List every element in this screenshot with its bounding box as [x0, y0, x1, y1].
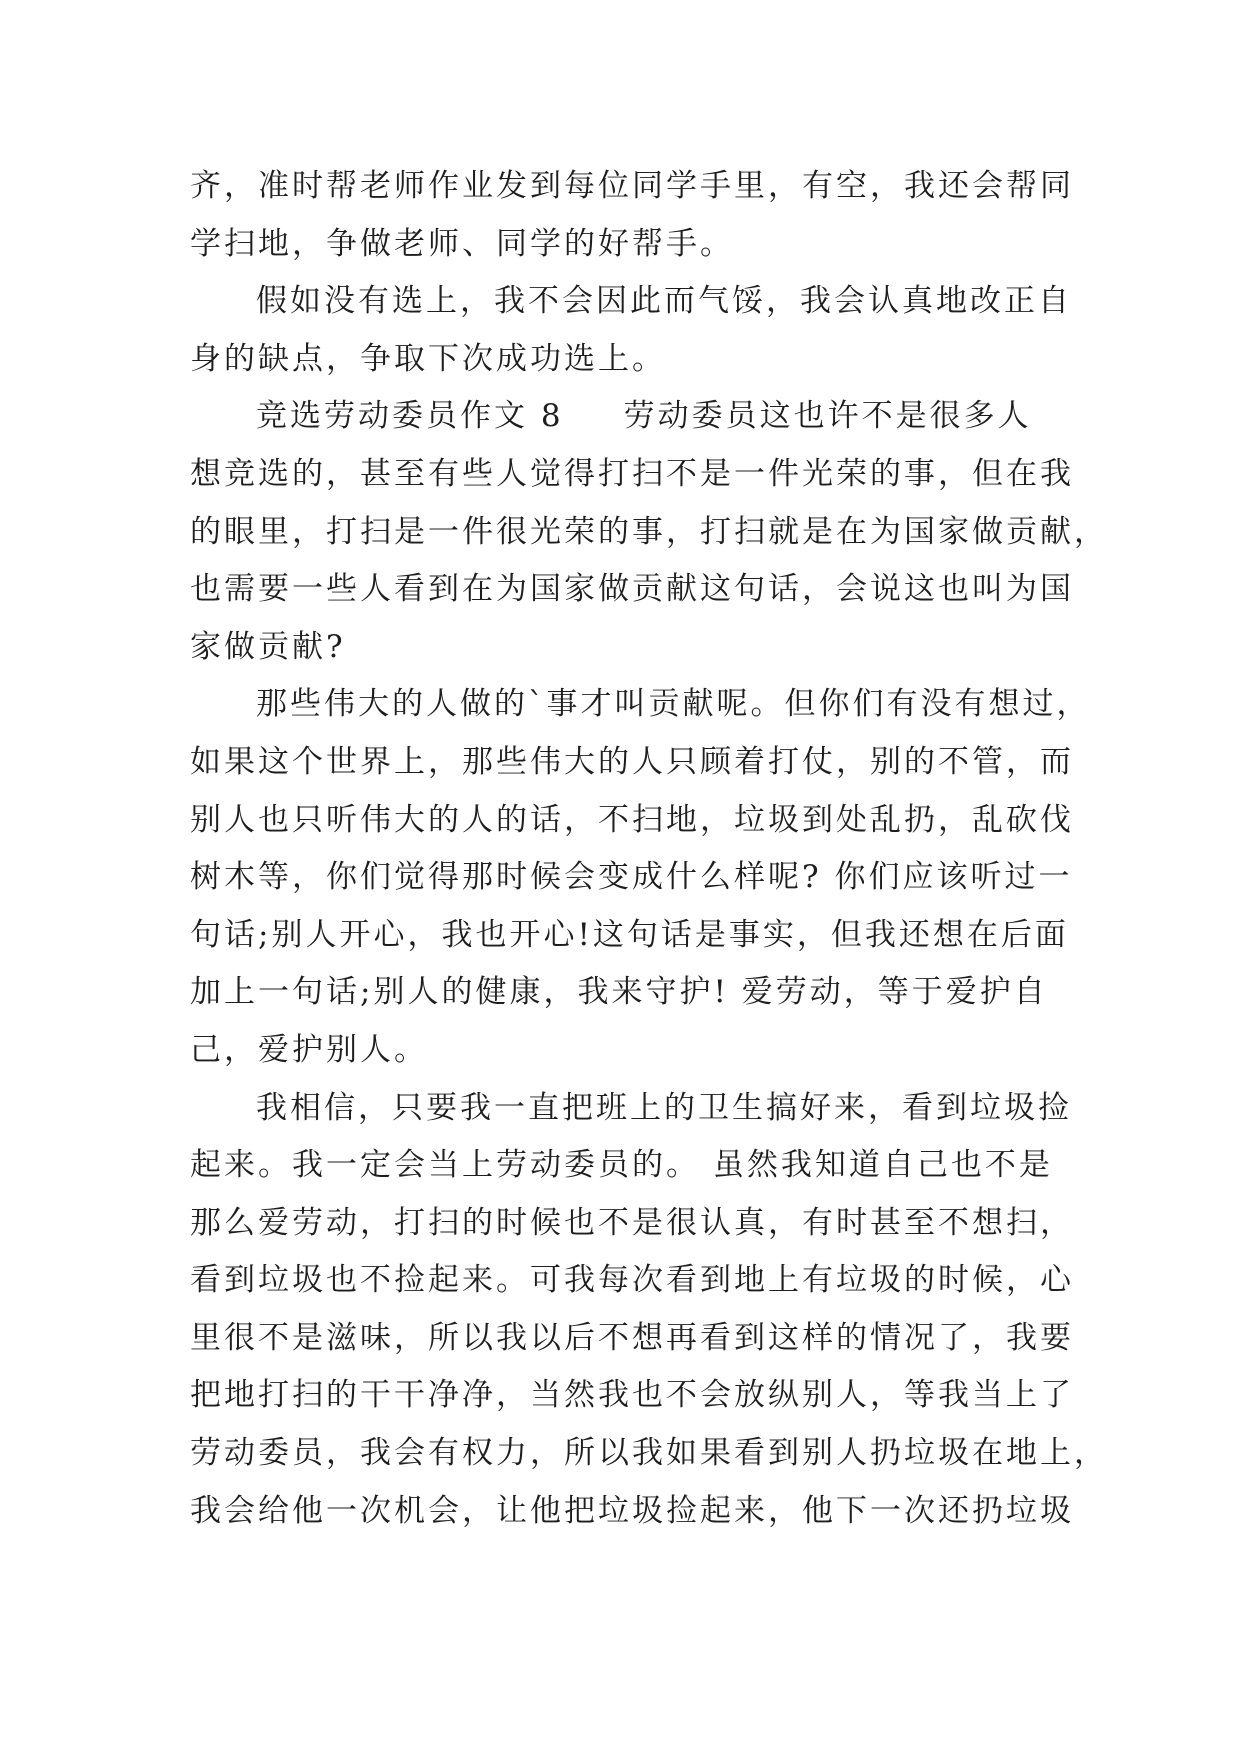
text-line: 家做贡献?	[190, 628, 346, 665]
text-line: 看到垃圾也不捡起来。可我每次看到地上有垃圾的时候，心	[190, 1262, 1074, 1299]
text-line: 那些伟大的人做的`事才叫贡献呢。但你们有没有想过，	[256, 686, 1091, 723]
text-line: 树木等，你们觉得那时候会变成什么样呢? 你们应该听过一	[190, 859, 1073, 896]
text-line: 的眼里，打扫是一件很光荣的事，打扫就是在为国家做贡献，	[190, 513, 1108, 550]
text-line: 假如没有选上，我不会因此而气馁，我会认真地改正自	[256, 283, 1072, 320]
text-line: 学扫地，争做老师、同学的好帮手。	[190, 225, 734, 262]
text-line: 也需要一些人看到在为国家做贡献这句话，会说这也叫为国	[190, 571, 1074, 608]
text-line: 句话;别人开心，我也开心!这句话是事实，但我还想在后面	[190, 916, 1069, 953]
text-line: 劳动委员，我会有权力，所以我如果看到别人扔垃圾在地上，	[190, 1435, 1108, 1472]
section-heading-line	[190, 388, 1050, 446]
text-line: 把地打扫的干干净净，当然我也不会放纵别人，等我当上了	[190, 1377, 1074, 1414]
section-heading: 竞选劳动委员作文 8	[256, 398, 564, 435]
essay-body	[190, 158, 1108, 1540]
text-line: 加上一句话;别人的健康，我来守护! 爱劳动，等于爱护自	[190, 974, 1048, 1011]
text-line: 劳动委员这也许不是很多人	[623, 398, 1032, 435]
text-line: 别人也只听伟大的人的话，不扫地，垃圾到处乱扔，乱砍伐	[190, 801, 1074, 838]
text-line: 里很不是滋味，所以我以后不想再看到这样的情况了，我要	[190, 1319, 1074, 1356]
text-line: 我相信，只要我一直把班上的卫生搞好来，看到垃圾捡	[256, 1089, 1072, 1126]
text-line: 那么爱劳动，打扫的时候也不是很认真，有时甚至不想扫，	[190, 1204, 1074, 1241]
text-line: 起来。我一定会当上劳动委员的。 虽然我知道自己也不是	[190, 1147, 1053, 1184]
text-line: 如果这个世界上，那些伟大的人只顾着打仗，别的不管，而	[190, 743, 1074, 780]
text-line: 想竞选的，甚至有些人觉得打扫不是一件光荣的事，但在我	[190, 455, 1074, 492]
text-line: 己，爱护别人。	[190, 1031, 428, 1068]
text-line: 我会给他一次机会，让他把垃圾捡起来，他下一次还扔垃圾	[190, 1492, 1074, 1529]
text-line: 身的缺点，争取下次成功选上。	[190, 340, 666, 377]
text-line: 齐，准时帮老师作业发到每位同学手里，有空，我还会帮同	[190, 168, 1074, 204]
